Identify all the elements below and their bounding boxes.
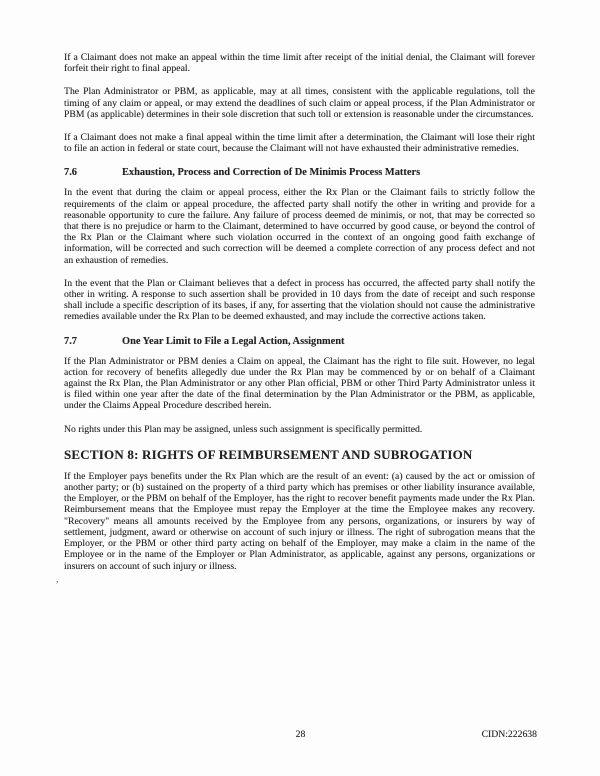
scan-artifact: , <box>56 574 59 585</box>
paragraph-reimbursement-subrogation: If the Employer pays benefits under the Rx Plan which are the result of an event: (a) caused by the act or omission of another party; or (b) sustained on the property of a third party which has premises or other liability insurance available, the Employer, or the PBM on behalf of the Employer, has the right to recover benefit payments made under the Rx Plan. Reimbursement means that the Employee must repay the Employer at the time the Employee makes any recovery. "Recovery" means all amounts received by the Employee from any persons, organizations, or insurers by way of settlement, judgment, award or otherwise on account of such injury or illness. The right of subrogation means that the Employer, or the PBM or other third party acting on behalf of the Employer, may make a claim in the name of the Employee or in the name of the Employer or Plan Administrator, as applicable, against any persons, organizations or insurers on account of such injury or illness. <box>64 470 535 572</box>
paragraph-final-appeal: If a Claimant does not make a final appeal within the time limit after a determination, the Claimant will lose their right to file an action in federal or state court, because the Claimant will not have exhausted their administrative remedies. <box>64 132 535 155</box>
paragraph-one-year-limit: If the Plan Administrator or PBM denies a Claim on appeal, the Claimant has the right to file suit. However, no legal action for recovery of benefits allegedly due under the Rx Plan may be commenced by or on behalf of a Claimant against the Rx Plan, the Plan Administrator or any other Plan official, PBM or other Third Party Administrator unless it is filed within one year after the date of the final determination by the Plan Administrator or the PBM, as applicable, under the Claims Appeal Procedure described herein. <box>64 355 535 412</box>
paragraph-toll-timing: The Plan Administrator or PBM, as applicable, may at all times, consistent with the applicable regulations, toll the timing of any claim or appeal, or may extend the deadlines of such claim or appeal process, if the Plan Administrator or PBM (as applicable) determines in their sole discretion that such toll or extension is reasonable under the circumstances. <box>64 86 535 120</box>
paragraph-defect-in-process: In the event that the Plan or Claimant believes that a defect in process has occurred, the affected party shall notify the other in writing. A response to such assertion shall be provided in 10 days from the date of receipt and such response shall include a specific description of its bases, if any, for asserting that the violation should not cause the administrative remedies available under the Rx Plan to be deemed exhausted, and may include the corrective actions taken. <box>64 277 535 323</box>
section-number: 7.6 <box>64 167 77 179</box>
section-heading-7-7 <box>64 335 535 348</box>
paragraph-appeal-time-limit: If a Claimant does not make an appeal within the time limit after receipt of the initial denial, the Claimant will forever forfeit their right to final appeal. <box>64 52 535 75</box>
doc-id: CIDN:222638 <box>481 729 537 740</box>
section-title: Exhaustion, Process and Correction of De Minimis Process Matters <box>122 167 421 179</box>
section-number: 7.7 <box>64 335 77 347</box>
section-title: One Year Limit to File a Legal Action, Assignment <box>122 335 345 347</box>
paragraph-de-minimis: In the event that during the claim or appeal process, either the Rx Plan or the Claimant fails to strictly follow the requirements of the claim or appeal procedure, the affected party shall notify the other in writing and provide for a reasonable opportunity to cure the failure. Any failure of process deemed de minimis, or not, that may be corrected so that there is no prejudice or harm to the Claimant, determined to have occurred by good cause, or beyond the control of the Rx Plan or the Claimant where such violation occurred in the context of an ongoing good faith exchange of information, will be corrected and such correction will be deemed a complete correction of any process defect and not an exhaustion of remedies. <box>64 187 535 266</box>
section-heading-8: SECTION 8: RIGHTS OF REIMBURSEMENT AND SUBROGATION <box>64 446 473 462</box>
document-body <box>64 52 535 584</box>
section-heading-7-6 <box>64 166 535 179</box>
page-number: 28 <box>295 729 306 740</box>
paragraph-no-assignment: No rights under this Plan may be assigned, unless such assignment is specifically permitted. <box>64 423 423 435</box>
page-footer <box>64 729 537 743</box>
